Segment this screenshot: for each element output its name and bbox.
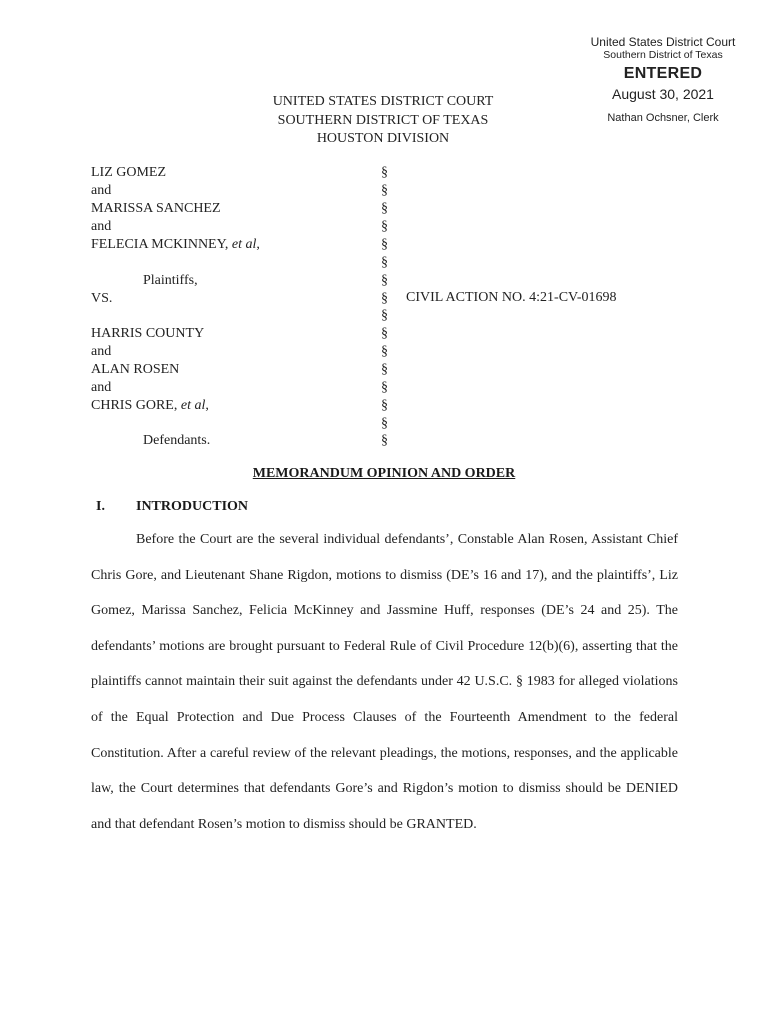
introduction-body [91, 522, 678, 842]
section-symbol: § [381, 344, 388, 359]
defendants-label: Defendants. [143, 433, 211, 448]
section-symbol: § [381, 362, 388, 377]
court-district: SOUTHERN DISTRICT OF TEXAS [277, 112, 489, 128]
section-symbol: § [381, 291, 388, 306]
stamp-clerk: Nathan Ochsner, Clerk [607, 112, 719, 124]
stamp-status: ENTERED [623, 65, 703, 82]
section-number: I. [96, 499, 105, 514]
section-symbol: § [381, 183, 388, 198]
court-division: HOUSTON DIVISION [316, 131, 450, 146]
section-symbol: § [381, 255, 388, 270]
plaintiff-liz-gomez: LIZ GOMEZ [91, 165, 167, 180]
caption-and: and [91, 183, 112, 198]
section-symbol: § [381, 165, 388, 180]
section-symbol: § [381, 201, 388, 216]
plaintiffs-label: Plaintiffs, [143, 273, 198, 288]
plaintiff-felecia-mckinney: FELECIA MCKINNEY, et al, [91, 237, 260, 252]
stamp-district: Southern District of Texas [603, 49, 723, 61]
introduction-paragraph: Before the Court are the several individual defendants’, Constable Alan Rosen, Assistant Chief Chris Gore, and Lieutenant Shane Rigdon, motions to dismiss (DE’s 16 and 17), and the plaintiffs’, Liz Gomez, Marissa Sanchez, Felicia McKinney and Jassmine Huff, responses (DE’s 24 and 25). The defendants’ motions are brought pursuant to Federal Rule of Civil Procedure 12(b)(6), asserting that the plaintiffs cannot maintain their suit against the defendants under 42 U.S.C. § 1983 for alleged violations of the Equal Protection and Due Process Clauses of the Fourteenth Amendment to the federal Constitution. After a careful review of the relevant pleadings, the motions, responses, and the applicable law, the Court determines that defendants Gore’s and Rigdon’s motion to dismiss should be DENIED and that defendant Rosen’s motion to dismiss should be GRANTED. [91, 532, 678, 832]
stamp-court: United States District Court [590, 35, 736, 49]
civil-action-number: CIVIL ACTION NO. 4:21-CV-01698 [406, 290, 617, 305]
court-name: UNITED STATES DISTRICT COURT [272, 94, 494, 109]
court-header [230, 93, 536, 149]
defendant-harris-county: HARRIS COUNTY [91, 326, 205, 341]
section-symbol: § [381, 380, 388, 395]
document-title: MEMORANDUM OPINION AND ORDER [252, 466, 516, 481]
entered-stamp [590, 36, 736, 125]
section-symbol: § [381, 433, 388, 448]
caption-and: and [91, 380, 112, 395]
section-symbol: § [381, 398, 388, 413]
defendant-alan-rosen: ALAN ROSEN [91, 362, 180, 377]
stamp-date: August 30, 2021 [612, 86, 714, 102]
case-caption [0, 164, 768, 454]
section-symbol: § [381, 308, 388, 323]
section-symbol: § [381, 326, 388, 341]
versus-label: VS. [91, 291, 113, 306]
section-symbol: § [381, 237, 388, 252]
section-symbol: § [381, 219, 388, 234]
caption-and: and [91, 219, 112, 234]
caption-and: and [91, 344, 112, 359]
section-heading [96, 499, 248, 515]
section-title: INTRODUCTION [136, 499, 249, 514]
section-symbol: § [381, 273, 388, 288]
section-symbol: § [381, 416, 388, 431]
plaintiff-marissa-sanchez: MARISSA SANCHEZ [91, 201, 221, 216]
defendant-chris-gore: CHRIS GORE, et al, [91, 398, 209, 413]
